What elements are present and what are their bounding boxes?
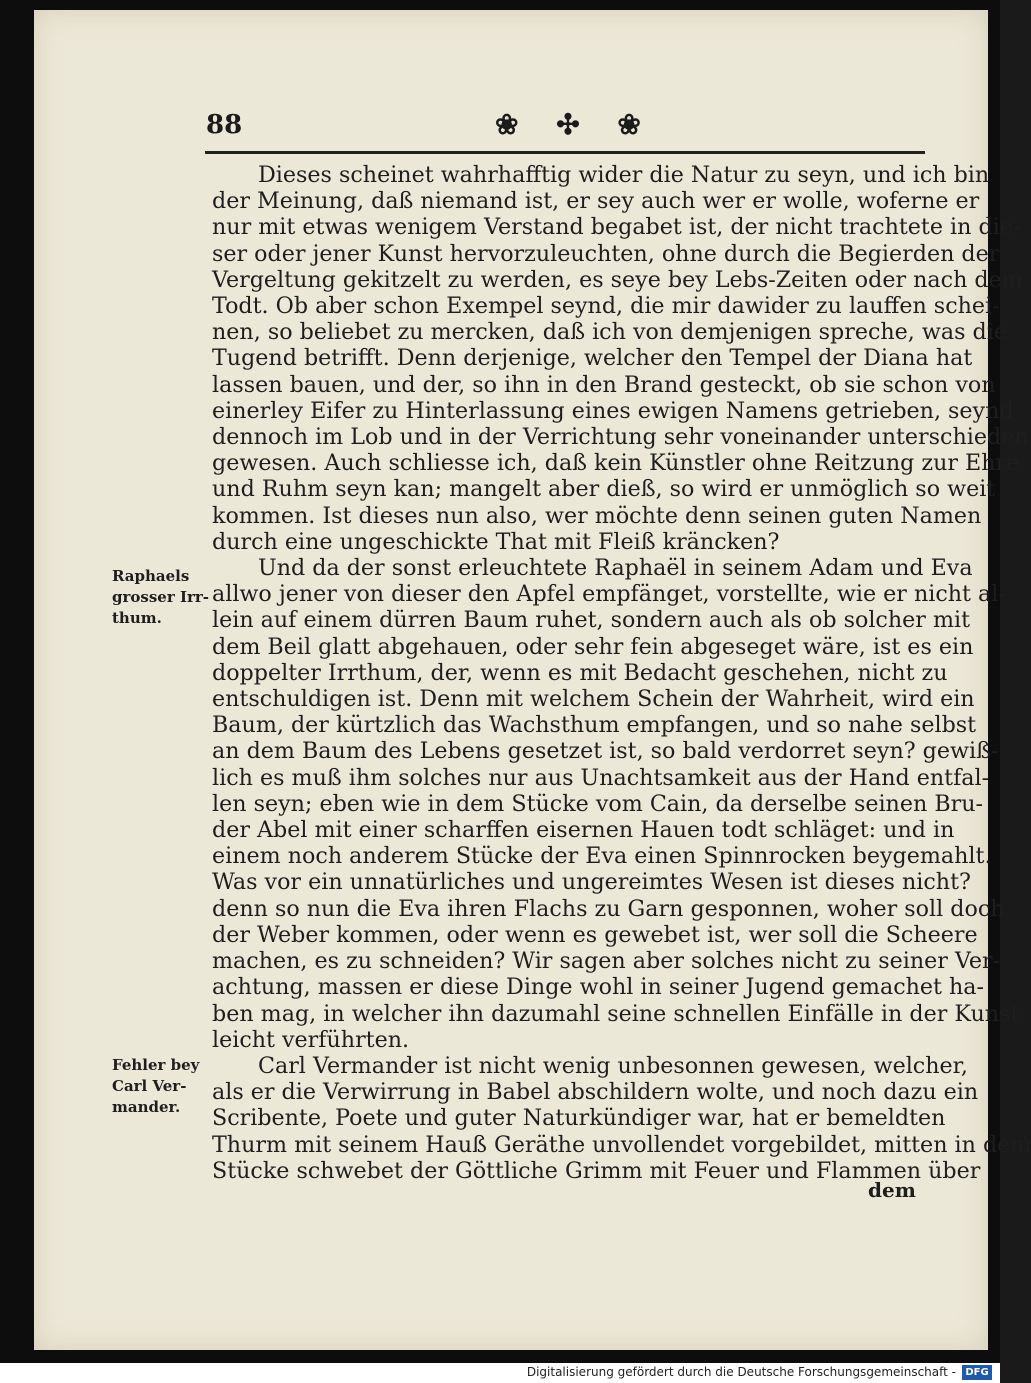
text-line: Tugend betrifft. Denn derjenige, welcher den Tempel der Diana hat [212, 345, 973, 372]
margin-note-raphael [112, 566, 212, 629]
text-line: lein auf einem dürren Baum ruhet, sondern auch als ob solcher mit [212, 607, 970, 634]
margin-note-vermander [112, 1055, 212, 1118]
text-line: und Ruhm seyn kan; mangelt aber dieß, so wird er unmöglich so weit [212, 476, 996, 503]
text-line: Was vor ein unnatürliches und ungereimtes Wesen ist dieses nicht? [212, 869, 971, 896]
margin-note-line: Fehler bey [112, 1056, 200, 1074]
margin-note-line: mander. [112, 1098, 181, 1116]
text-line: Carl Vermander ist nicht wenig unbesonnen gewesen, welcher, [258, 1052, 968, 1079]
text-line: lassen bauen, und der, so ihn in den Brand gesteckt, ob sie schon von [212, 371, 996, 398]
text-line: der Meinung, daß niemand ist, er sey auch wer er wolle, woferne er [212, 188, 980, 215]
margin-note-line: Carl Ver- [112, 1077, 187, 1095]
text-line: ben mag, in welcher ihn dazumahl seine schnellen Einfälle in der Kunst [212, 1000, 1020, 1027]
text-line: len seyn; eben wie in dem Stücke vom Cain, da derselbe seinen Bru- [212, 790, 984, 817]
text-line: kommen. Ist dieses nun also, wer möchte denn seinen guten Namen [212, 502, 982, 529]
catchword: dem [868, 1178, 916, 1202]
header-rule [205, 151, 925, 154]
text-line: dennoch im Lob und in der Verrichtung sehr voneinander unterschieden [212, 424, 1029, 451]
text-line: achtung, massen er diese Dinge wohl in seiner Jugend gemachet ha- [212, 974, 985, 1001]
text-line: denn so nun die Eva ihren Flachs zu Garn gesponnen, woher soll doch [212, 895, 1005, 922]
text-line: doppelter Irrthum, der, wenn es mit Bedacht geschehen, nicht zu [212, 659, 948, 686]
text-line: Baum, der kürtzlich das Wachsthum empfangen, und so nahe selbst [212, 712, 977, 739]
text-line: Todt. Ob aber schon Exempel seynd, die mir dawider zu lauffen schei- [212, 293, 1000, 320]
margin-note-line: thum. [112, 609, 162, 627]
page-header [200, 108, 925, 148]
margin-note-line: Raphaels [112, 567, 190, 585]
text-line: einem noch anderem Stücke der Eva einen Spinnrocken beygemahlt. [212, 843, 992, 870]
text-line: nur mit etwas wenigem Verstand begabet ist, der nicht trachtete in die- [212, 214, 1021, 241]
text-line: an dem Baum des Lebens gesetzet ist, so bald verdorret seyn? gewiß- [212, 738, 999, 765]
text-line: Stücke schwebet der Göttliche Grimm mit Feuer und Flammen über [212, 1157, 981, 1184]
dfg-logo-icon[interactable]: DFG [962, 1365, 992, 1380]
text-line: durch eine ungeschickte That mit Fleiß kräncken? [212, 528, 780, 555]
text-line: Scribente, Poete und guter Naturkündiger war, hat er bemeldten [212, 1105, 946, 1132]
text-line: lich es muß ihm solches nur aus Unachtsamkeit aus der Hand entfal- [212, 764, 990, 791]
funding-credit: Digitalisierung gefördert durch die Deutsche Forschungsgemeinschaft - [526, 1365, 956, 1379]
text-line: Und da der sonst erleuchtete Raphaël in seinem Adam und Eva [258, 555, 973, 582]
text-line: gewesen. Auch schliesse ich, daß kein Künstler ohne Reitzung zur Ehre [212, 450, 1020, 477]
text-line: allwo jener von dieser den Apfel empfänget, vorstellte, wie er nicht al- [212, 581, 1006, 608]
text-line: machen, es zu schneiden? Wir sagen aber solches nicht zu seiner Ver- [212, 948, 1001, 975]
text-line: dem Beil glatt abgehauen, oder sehr fein abgeseget wäre, ist es ein [212, 633, 974, 660]
page-number: 88 [206, 110, 243, 140]
margin-note-line: grosser Irr- [112, 588, 210, 606]
text-line: der Weber kommen, oder wenn es gewebet ist, wer soll die Scheere [212, 921, 978, 948]
text-line: Vergeltung gekitzelt zu werden, es seye bey Lebs-Zeiten oder nach dem [212, 266, 1023, 293]
text-line: einerley Eifer zu Hinterlassung eines ewigen Namens getrieben, seynd [212, 397, 1014, 424]
text-line: nen, so beliebet zu mercken, daß ich von demjenigen spreche, was die [212, 319, 1007, 346]
footer [0, 1363, 1000, 1383]
body-text [212, 162, 1031, 1184]
flower-ornament-icon: ❀ ✣ ❀ [495, 108, 655, 141]
text-line: Dieses scheinet wahrhafftig wider die Natur zu seyn, und ich bin [258, 162, 990, 188]
text-line: der Abel mit einer scharffen eisernen Hauen todt schläget: und in [212, 817, 955, 844]
text-line: entschuldigen ist. Denn mit welchem Schein der Wahrheit, wird ein [212, 686, 975, 713]
text-line: Thurm mit seinem Hauß Geräthe unvollendet vorgebildet, mitten in dem [212, 1131, 1031, 1158]
text-line: als er die Verwirrung in Babel abschildern wolte, und noch dazu ein [212, 1079, 979, 1106]
text-line: ser oder jener Kunst hervorzuleuchten, ohne durch die Begierden der [212, 240, 1000, 267]
text-line: leicht verführten. [212, 1026, 410, 1053]
